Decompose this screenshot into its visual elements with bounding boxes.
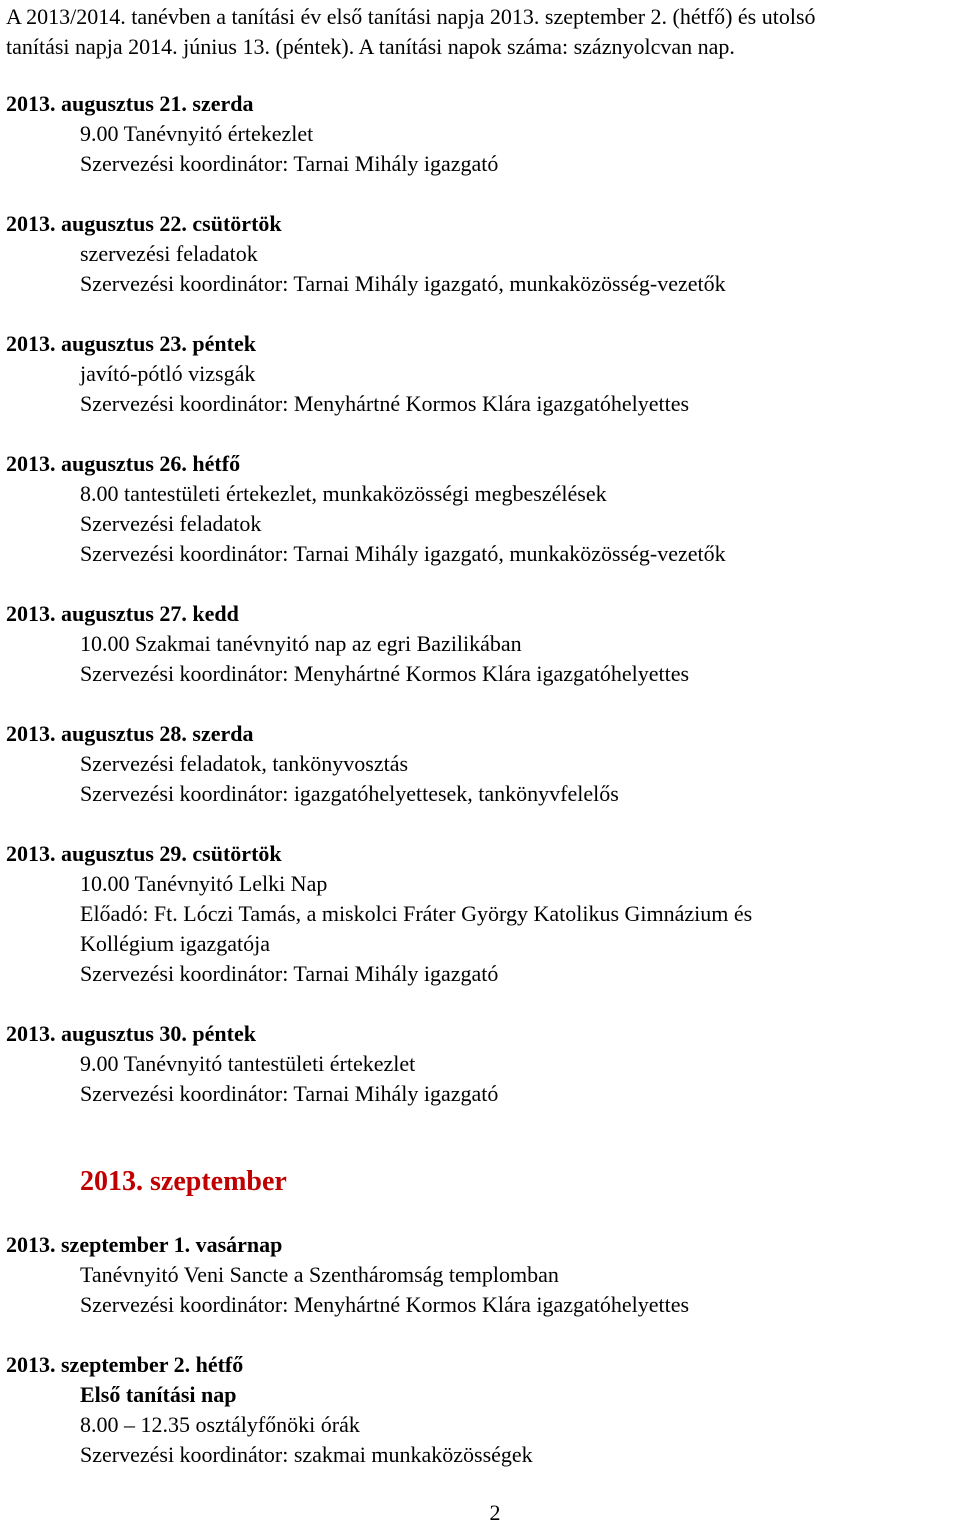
event-coordinator: Szervezési koordinátor: Tarnai Mihály igazgató — [80, 1081, 499, 1106]
event-date: 2013. augusztus 29. csütörtök — [6, 841, 282, 866]
event-date: 2013. augusztus 28. szerda — [6, 721, 254, 746]
event-line: 10.00 Szakmai tanévnyitó nap az egri Bazilikában — [80, 631, 522, 656]
event-line: 10.00 Tanévnyitó Lelki Nap — [80, 871, 328, 896]
event-entry — [6, 839, 956, 989]
event-line: 9.00 Tanévnyitó tantestületi értekezlet — [80, 1051, 416, 1076]
event-coordinator: Szervezési koordinátor: Tarnai Mihály igazgató, munkaközösség-vezetők — [80, 271, 726, 296]
event-entry — [6, 89, 956, 179]
event-entry — [6, 1350, 956, 1470]
event-entry — [6, 449, 956, 569]
event-line: Előadó: Ft. Lóczi Tamás, a miskolci Fráter György Katolikus Gimnázium és — [80, 901, 753, 926]
event-coordinator: Szervezési koordinátor: szakmai munkaközösségek — [80, 1442, 533, 1467]
intro-line: tanítási napja 2014. június 13. (péntek). A tanítási napok száma: száznyolcvan nap. — [6, 34, 735, 59]
event-coordinator: Szervezési koordinátor: Menyhártné Kormos Klára igazgatóhelyettes — [80, 661, 690, 686]
intro-paragraph — [6, 2, 956, 62]
event-line: 8.00 – 12.35 osztályfőnöki órák — [80, 1412, 360, 1437]
event-entry — [6, 209, 956, 299]
event-line: 8.00 tantestületi értekezlet, munkaközösségi megbeszélések — [80, 481, 607, 506]
september-events — [6, 1230, 956, 1500]
page-number: 2 — [489, 1500, 501, 1525]
event-entry — [6, 329, 956, 419]
event-highlight: Első tanítási nap — [80, 1382, 237, 1407]
event-coordinator: Szervezési koordinátor: Tarnai Mihály igazgató — [80, 961, 499, 986]
event-date: 2013. szeptember 2. hétfő — [6, 1352, 244, 1377]
event-line: szervezési feladatok — [80, 241, 258, 266]
event-coordinator: Szervezési koordinátor: Menyhártné Kormos Klára igazgatóhelyettes — [80, 1292, 690, 1317]
event-date: 2013. augusztus 22. csütörtök — [6, 211, 282, 236]
event-entry — [6, 1230, 956, 1320]
event-date: 2013. augusztus 21. szerda — [6, 91, 254, 116]
event-coordinator: Szervezési koordinátor: Menyhártné Kormos Klára igazgatóhelyettes — [80, 391, 690, 416]
event-line: Kollégium igazgatója — [80, 931, 270, 956]
month-heading: 2013. szeptember — [80, 1166, 287, 1197]
event-entry — [6, 719, 956, 809]
event-date: 2013. augusztus 27. kedd — [6, 601, 239, 626]
event-line: Szervezési feladatok — [80, 511, 262, 536]
august-events — [6, 89, 956, 1139]
event-coordinator: Szervezési koordinátor: Tarnai Mihály igazgató, munkaközösség-vezetők — [80, 541, 726, 566]
event-entry — [6, 1019, 956, 1109]
event-line: javító-pótló vizsgák — [80, 361, 256, 386]
event-date: 2013. szeptember 1. vasárnap — [6, 1232, 283, 1257]
event-line: Tanévnyitó Veni Sancte a Szentháromság templomban — [80, 1262, 559, 1287]
event-line: 9.00 Tanévnyitó értekezlet — [80, 121, 314, 146]
event-line: Szervezési feladatok, tankönyvosztás — [80, 751, 409, 776]
event-date: 2013. augusztus 23. péntek — [6, 331, 256, 356]
event-entry — [6, 599, 956, 689]
event-date: 2013. augusztus 30. péntek — [6, 1021, 256, 1046]
event-date: 2013. augusztus 26. hétfő — [6, 451, 241, 476]
event-coordinator: Szervezési koordinátor: igazgatóhelyettesek, tankönyvfelelős — [80, 781, 619, 806]
event-coordinator: Szervezési koordinátor: Tarnai Mihály igazgató — [80, 151, 499, 176]
intro-line: A 2013/2014. tanévben a tanítási év első tanítási napja 2013. szeptember 2. (hétfő) és utolsó — [6, 4, 816, 29]
